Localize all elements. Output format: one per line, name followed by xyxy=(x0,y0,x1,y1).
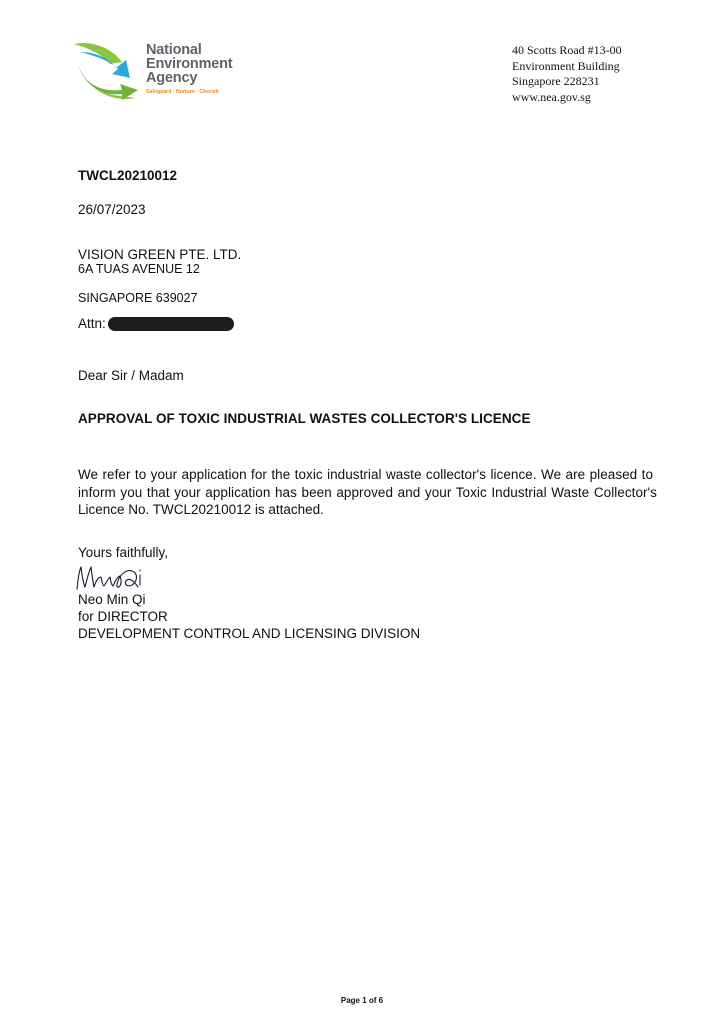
address-line2: Environment Building xyxy=(512,58,620,73)
subject-line: APPROVAL OF TOXIC INDUSTRIAL WASTES COLLECTOR'S LICENCE xyxy=(78,411,531,426)
body-line-3: Licence No. TWCL20210012 is attached. xyxy=(78,502,324,517)
body-line-1: We refer to your application for the toxic industrial waste collector's licence. We are pleased to xyxy=(78,467,653,482)
body-line-2: inform you that your application has been approved and your Toxic Industrial Waste Collector's xyxy=(78,484,657,500)
signatory-division: DEVELOPMENT CONTROL AND LICENSING DIVISION xyxy=(78,626,421,641)
logo-name-line2: Environment xyxy=(146,56,233,72)
attn-label: Attn: xyxy=(78,316,106,331)
page-number: Page 1 of 6 xyxy=(340,996,384,1005)
salutation: Dear Sir / Madam xyxy=(78,368,184,383)
logo-name-line1: National xyxy=(146,42,202,58)
recipient-name: VISION GREEN PTE. LTD. xyxy=(78,247,242,262)
nea-logo-wordmark xyxy=(146,43,232,95)
signatory-role: for DIRECTOR xyxy=(78,609,168,624)
signatory-name: Neo Min Qi xyxy=(78,592,146,607)
website-link[interactable]: www.nea.gov.sg xyxy=(512,89,591,104)
attention-line xyxy=(78,316,234,331)
logo-tagline: Safeguard · Nurture · Cherish xyxy=(146,89,219,95)
signatory-block xyxy=(78,591,420,642)
body-paragraph xyxy=(78,466,668,519)
address-line1: 40 Scotts Road #13-00 xyxy=(512,43,622,57)
recipient-address-line1: 6A TUAS AVENUE 12 xyxy=(78,262,200,276)
redacted-name-block xyxy=(108,317,234,331)
nea-logo-icon xyxy=(70,38,144,104)
closing: Yours faithfully, xyxy=(78,545,169,560)
reference-number: TWCL20210012 xyxy=(78,168,178,183)
agency-address xyxy=(512,43,622,105)
handwritten-signature xyxy=(74,561,148,593)
letter-date: 26/07/2023 xyxy=(78,202,146,217)
logo-name-line3: Agency xyxy=(146,70,198,86)
recipient-address-line2: SINGAPORE 639027 xyxy=(78,291,198,305)
address-line3: Singapore 228231 xyxy=(512,74,600,88)
